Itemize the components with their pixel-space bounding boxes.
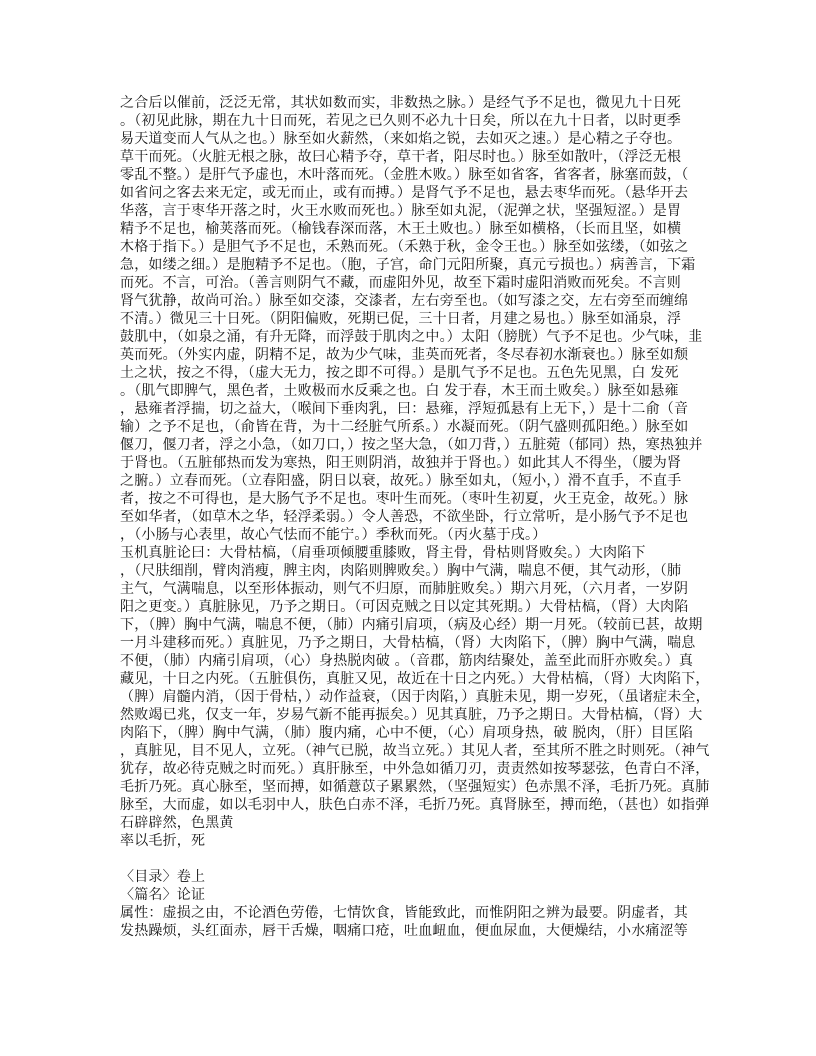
- text-line: 阳之更变。）真脏脉见，乃予之期日。（可因克贼之日以定其死期。）大骨枯槁，（肾）大肉陷: [120, 599, 689, 615]
- toc-line: 〈目录〉卷上: [120, 869, 206, 885]
- text-line: 华落，言于枣华开落之时，火王水败而死也。）脉至如丸泥，（泥弹之状，坚强短涩。）是胃: [120, 203, 682, 219]
- text-line: 肾气犹静，故尚可治。）脉至如交漆，交漆者，左右旁至也。（如写漆之交，左右旁至而缠绵: [120, 293, 689, 309]
- chapter-title-line: 〈篇名〉论证: [120, 887, 206, 903]
- text-line: 之合后以催前，泛泛无常，其状如数而实，非数热之脉。）是经气予不足也，微见九十日死: [120, 95, 681, 111]
- text-line: 犹存，故必待克贼之时而死。）真肝脉至，中外急如循刀刃，责责然如按琴瑟弦，色青白不泽，: [120, 761, 710, 777]
- text-line: 下，（脾）胸中气满，喘息不便，（肺）内痛引肩项，（病及心经）期一月死。（较前已甚，故期: [120, 617, 703, 633]
- text-line: 至如华者，（如草木之华，轻浮柔弱。）令人善恐，不欲坐卧，行立常听，是小肠气予不足也: [120, 509, 689, 525]
- text-line: 主气，气满喘息，以至形体振动，则气不归原，而肺脏败矣。）期六月死，（六月者，一岁阴: [120, 581, 689, 597]
- paragraph-gap: [120, 850, 740, 868]
- text-line: 不便，（肺）内痛引肩项，（心）身热脱肉破 。（音郡，筋肉结聚处，盖至此而肝亦败矣。）真: [120, 653, 694, 669]
- text-line: 草干而死。（火脏无根之脉，故曰心精予夺，草干者，阳尽时也。）脉至如散叶，（浮泛无根: [120, 149, 682, 165]
- text-line: 英而死。（外实内虚，阴精不足，故为少气味，韭英而死者，冬尽春初水渐衰也。）脉至如颓: [120, 347, 689, 363]
- text-line: 率以毛折，死: [120, 833, 206, 849]
- text-line: 木格于指下。）是胆气予不足也，禾熟而死。（禾熟于秋，金令王也。）脉至如弦缕，（如弦之: [120, 239, 689, 255]
- document-page: [120, 94, 740, 940]
- text-line: 而死。不言，可治。（善言则阴气不藏，而虚阳外见，故至下霜时虚阳消败而死矣。不言则: [120, 275, 681, 291]
- text-line: （脾）肩髓内消，（因于骨枯，）动作益衰，（因于肉陷，）真脏未见，期一岁死，（虽诸症未全，: [120, 689, 710, 705]
- text-line: 精予不足也，榆荚落而死。（榆钱春深而落，木王土败也。）脉至如横格，（长而且坚，如横: [120, 221, 682, 237]
- text-line: 如省问之客去来无定，或无而止，或有而搏。）是肾气予不足也，悬去枣华而死。（悬华开去: [120, 185, 689, 201]
- body-text: [120, 94, 740, 850]
- text-line: 不清。）微见三十日死。（阴阳偏败，死期已促，三十日者，月建之易也。）脉至如涌泉，浮: [120, 311, 682, 327]
- text-line: 者，按之不可得也，是大肠气予不足也。枣叶生而死。（枣叶生初夏，火王克金，故死。）脉: [120, 491, 689, 507]
- text-line: 然败竭已兆，仅支一年，岁易气新不能再振矣。）见其真脏，乃予之期日。大骨枯槁，（肾）大: [120, 707, 703, 723]
- text-line: 石辟辟然，色黑黄: [120, 815, 234, 831]
- text-line: 属性：虚损之由，不论酒色劳倦，七情饮食，皆能致此，而惟阴阳之辨为最要。阴虚者，其: [120, 905, 688, 921]
- text-line: 于肾也。（五脏郁热而发为寒热，阳王则阴消，故独并于肾也。）如此其人不得坐，（腰为肾: [120, 455, 682, 471]
- text-line: 偃刀，偃刀者，浮之小急，（如刀口，）按之坚大急，（如刀背，）五脏菀（郁同）热，寒热独并: [120, 437, 703, 453]
- text-line: 急，如缕之细。）是胞精予不足也。（胞，子宫，命门元阳所聚，真元亏损也。）病善言，下霜: [120, 257, 696, 273]
- text-line: ，（尺肤细削，臂肉消瘦，脾主肉，肉陷则脾败矣。）胸中气满，喘息不便，其气动形，（肺: [120, 563, 682, 579]
- text-line: 。（初见此脉，期在九十日而死，若见之已久则不必九十日矣，所以在九十日者，以时更季: [120, 113, 681, 129]
- text-line: 肉陷下，（脾）胸中气满，（肺）腹内痛，心中不便，（心）肩项身热，破 脱肉，（肝）目匡陷: [120, 725, 694, 741]
- text-line: 易天道变而人气从之也。）脉至如火薪然，（来如焰之锐，去如灭之速。）是心精之子夺也。: [120, 131, 682, 147]
- text-line: ，悬雍者浮揣，切之益大，（喉间下垂肉乳，曰：悬雍，浮短孤悬有上无下，）是十二俞（音: [120, 401, 689, 417]
- text-line: 鼓肌中，（如泉之涌，有升无降，而浮鼓于肌肉之中。）太阳（膀胱）气予不足也。少气味，韭: [120, 329, 703, 345]
- text-line: 一月斗建移而死。）真脏见，乃予之期日，大骨枯槁，（肾）大肉陷下，（脾）胸中气满，喘息: [120, 635, 696, 651]
- text-line: 发热躁烦，头红面赤，唇干舌燥，咽痛口疮，吐血衄血，便血尿血，大便燥结，小水痛涩等: [120, 923, 688, 939]
- text-line: 藏见，十日之内死。（五脏俱伤，真脏又见，故近在十日之内死。）大骨枯槁，（肾）大肉陷下，: [120, 671, 710, 687]
- text-line: ，（小肠与心表里，故心气怯而不能宁。）季秋而死。（丙火墓于戌。）: [120, 527, 547, 543]
- text-line: 脉至，大而虚，如以毛羽中人，肤色白赤不泽，毛折乃死。真肾脉至，搏而绝，（甚也）如指弹: [120, 797, 710, 813]
- text-line: ，真脏见，目不见人，立死。（神气已脱，故当立死。）其见人者，至其所不胜之时则死。（神气: [120, 743, 710, 759]
- text-line: 之腑。）立春而死。（立春阳盛，阴日以衰，故死。）脉至如丸，（短小，）滑不直手，不直手: [120, 473, 682, 489]
- text-line: 玉机真脏论曰：大骨枯槁，（肩垂项倾腰重膝败，肾主骨，骨枯则肾败矣。）大肉陷下: [120, 545, 646, 561]
- text-line: 毛折乃死。真心脉至，坚而搏，如循薏苡子累累然，（坚强短实）色赤黑不泽，毛折乃死。真肺: [120, 779, 710, 795]
- text-line: 零乱不整。）是肝气予虚也，木叶落而死。（金胜木败。）脉至如省客，省客者，脉塞而鼓，（: [120, 167, 689, 183]
- attribute-text: [120, 904, 740, 940]
- text-line: 输）之予不足也，（俞皆在背，为十二经脏气所系。）水凝而死。（阴气盛则孤阳绝。）脉至如: [120, 419, 689, 435]
- text-line: 。（肌气即脾气，黑色者，土败极而水反乘之也。白 发于春，木王而土败矣。）脉至如悬雍: [120, 383, 679, 399]
- text-line: 土之状，按之不得，（虚大无力，按之即不可得。）是肌气予不足也。五色先见黑，白 发死: [120, 365, 679, 381]
